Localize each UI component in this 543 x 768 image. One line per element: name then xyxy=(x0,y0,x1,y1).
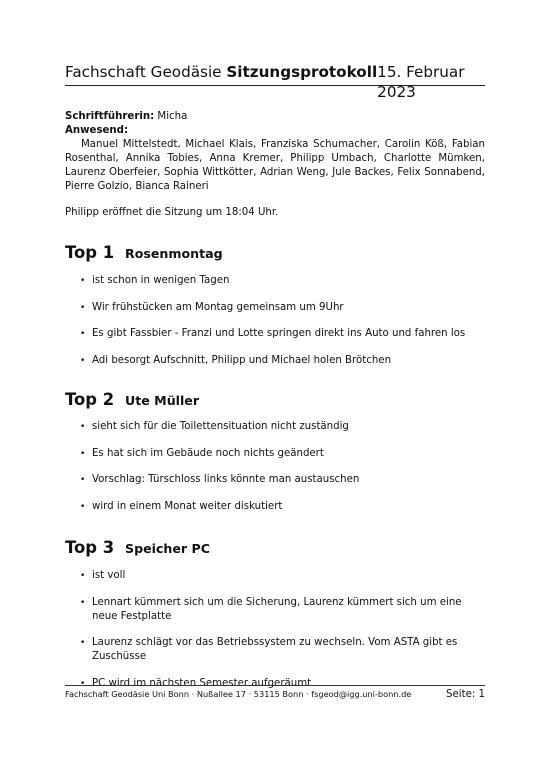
list-item-text: Wir frühstücken am Montag gemeinsam um 9Uhr xyxy=(92,301,344,313)
list-item xyxy=(65,327,485,341)
bullet-icon: • xyxy=(80,475,86,486)
list-item xyxy=(65,354,485,368)
list-item xyxy=(65,596,485,624)
meeting-date: 15. Februar 2023 xyxy=(377,63,465,101)
footer-divider xyxy=(65,685,485,686)
bullet-icon: • xyxy=(80,638,86,649)
recorder-name: Micha xyxy=(157,111,188,122)
recorder-line xyxy=(65,110,485,124)
top-heading xyxy=(65,390,199,409)
list-item xyxy=(65,473,485,487)
top-title: Rosenmontag xyxy=(125,246,223,261)
page-header xyxy=(65,62,485,102)
list-item xyxy=(65,420,485,434)
header-divider xyxy=(65,85,485,86)
recorder-label: Schriftführerin: xyxy=(65,111,155,122)
list-item xyxy=(65,274,485,288)
page-footer xyxy=(65,689,485,700)
list-item-text: Vorschlag: Türschloss links könnte man austauschen xyxy=(92,474,360,486)
top-number: Top 3 xyxy=(65,538,115,557)
top-title: Speicher PC xyxy=(125,541,210,556)
bullet-icon: • xyxy=(80,448,86,459)
list-item-text: ist schon in wenigen Tagen xyxy=(92,275,230,286)
agenda-item-list xyxy=(65,420,485,527)
top-title: Ute Müller xyxy=(125,393,200,408)
bullet-icon: • xyxy=(80,329,86,340)
list-item-text: Laurenz schlägt vor das Betriebssystem zu wechseln. Vom ASTA gibt es Zuschüsse xyxy=(92,637,458,663)
document-title xyxy=(65,62,377,82)
attendee-list: Manuel Mittelstedt, Michael Klais, Franziska Schumacher, Carolin Köß, Fabian Rosenthal, Annika Tobies, Anna Kremer, Philipp Umbach, Charlotte Mümken, Laurenz Oberfeier, Sophia Wittkötter, Adrian Weng, Jule Backes, Felix Sonnabend, Pierre Golzio, Bianca Raineri xyxy=(65,139,485,193)
bullet-icon: • xyxy=(80,571,86,581)
list-item-text: Es hat sich im Gebäude noch nichts geändert xyxy=(92,447,324,459)
list-item xyxy=(65,636,485,664)
list-item-text: wird in einem Monat weiter diskutiert xyxy=(92,501,283,513)
list-item-text: Adi besorgt Aufschnitt, Philipp und Michael holen Brötchen xyxy=(92,355,392,367)
bullet-icon: • xyxy=(80,276,86,286)
bullet-icon: • xyxy=(80,597,86,608)
bullet-icon: • xyxy=(80,679,86,690)
top-number: Top 1 xyxy=(65,243,115,262)
list-item xyxy=(65,301,485,315)
meeting-meta xyxy=(65,110,485,195)
list-item-text: Es gibt Fassbier - Franzi und Lotte springen direkt ins Auto und fahren los xyxy=(92,328,466,340)
list-item-text: PC wird im nächsten Semester aufgeräumt xyxy=(92,678,312,690)
list-item xyxy=(65,500,485,514)
bullet-icon: • xyxy=(80,356,86,367)
page-number: Seite: 1 xyxy=(446,689,485,700)
list-item xyxy=(65,569,485,583)
list-item-text: sieht sich für die Toilettensituation nicht zuständig xyxy=(92,421,349,432)
top-heading xyxy=(65,538,210,557)
organization-name: Fachschaft Geodäsie xyxy=(65,63,222,81)
top-number: Top 2 xyxy=(65,390,115,409)
list-item-text: ist voll xyxy=(92,570,126,581)
present-label: Anwesend: xyxy=(65,125,129,137)
document-type: Sitzungsprotokoll xyxy=(226,63,378,81)
list-item-text: Lennart kümmert sich um die Sicherung, Laurenz kümmert sich um eine neue Festplatte xyxy=(92,596,462,622)
agenda-item-list xyxy=(65,569,485,704)
bullet-icon: • xyxy=(80,422,86,432)
top-heading xyxy=(65,243,223,262)
bullet-icon: • xyxy=(80,502,86,513)
list-item xyxy=(65,447,485,461)
agenda-item-list xyxy=(65,274,485,381)
bullet-icon: • xyxy=(80,302,86,313)
footer-address: Fachschaft Geodäsie Uni Bonn · Nußallee 17 · 53115 Bonn · fsgeod@igg.uni-bonn.de xyxy=(65,689,412,699)
opening-statement: Philipp eröffnet die Sitzung um 18:04 Uhr. xyxy=(65,207,279,218)
